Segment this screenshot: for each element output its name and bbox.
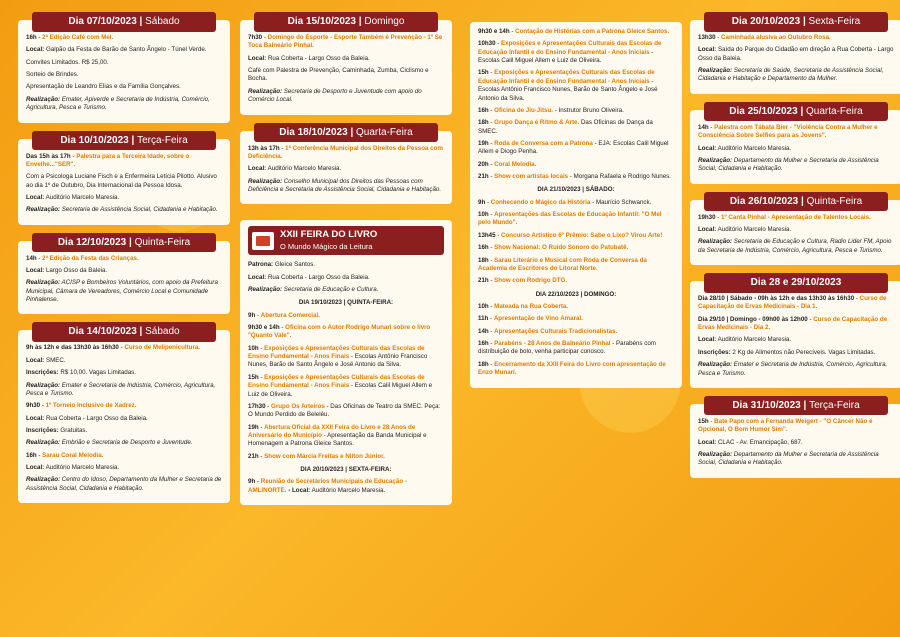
event-time: 13h30: [698, 34, 716, 41]
event: 13h30 - Caminhada alusiva ao Outubro Rosa.: [698, 34, 831, 41]
event-time: 16h: [478, 340, 489, 348]
column-4: [690, 16, 900, 494]
event-time: 17h30: [248, 402, 266, 410]
event-title: Caminhada alusiva ao Outubro Rosa.: [721, 34, 831, 41]
value: Rua Coberta - Largo Osso da Baleia.: [267, 273, 370, 281]
event-local: [26, 46, 222, 54]
label: Local:: [26, 414, 45, 422]
label: Inscrições:: [26, 426, 59, 434]
event-time: 15h: [698, 417, 709, 425]
value: Rua Coberta - Largo Osso da Baleia.: [45, 414, 148, 422]
value: Saída do Parque do Cidadão em direção a Rua Coberta - Largo Osso da Baleia.: [698, 46, 894, 62]
event-detail: Das Oficinas de Dança da SMEC.: [478, 119, 653, 135]
day-subheader: DIA 19/10/2023 | QUINTA-FEIRA:: [298, 299, 394, 307]
event-local: [26, 357, 222, 365]
event-title: 2ª Edição da Festa das Crianças.: [42, 254, 139, 262]
event: 21h - Show com Márcia Freitas e Nilton Júnior.: [248, 452, 385, 460]
value: Gratuitas.: [60, 426, 88, 434]
event-title: Abertura Comercial.: [260, 311, 320, 319]
value: Auditório Marcelo Maresia.: [267, 165, 342, 173]
value: Gleice Santos.: [274, 261, 316, 269]
event-local: [248, 165, 444, 173]
event-time: 18h: [478, 119, 489, 127]
day-date: Dia 14/10/2023: [68, 326, 137, 338]
event: 9h30 e 14h - Contação de Histórias com a Patrona Gleice Santos.: [478, 28, 670, 35]
label: Realização:: [26, 206, 61, 214]
event: 19h - Roda de Conversa com a Patrona - EJA: Escolas Calil Miguel Allem e Diogo Penha.: [478, 139, 669, 156]
event-title: Palestra para a Terceira Idade, sobre o Envelhe..."SER".: [26, 152, 190, 168]
event-time: 16h: [478, 244, 489, 252]
event-title: Exposições e Apresentações Culturais das Escolas de Educação Infantil e do Ensino Fundamental - Anos Iniciais: [478, 40, 662, 56]
day-header: Dia 10/10/2023 | Terça-Feira: [32, 131, 216, 151]
label: Local:: [248, 54, 267, 62]
day-header: Dia 18/10/2023 | Quarta-Feira: [254, 123, 438, 143]
value: ACISP e Bombeiros Voluntários, com apoio da Prefeitura Municipal, Câmara de Vereadores, Comércio Local e Comunidade Pinhalense.: [26, 279, 218, 304]
event-realization: [26, 206, 222, 214]
value: Conselho Municipal dos Direitos das Pessoas com Deficiência e Secretaria de Assistência Social, Cidadania e Habitação.: [248, 177, 442, 193]
event-title: Coral Melodia.: [494, 160, 537, 168]
event: 14h - Palestra com Tábata Bier - "Violência Contra a Mulher e Consciência Sobre Selfies para as Jovens".: [698, 123, 878, 140]
event: 16h - Parabéns - 28 Anos de Balneário Pinhal - Parabéns com distribuição de bolo, venha participar conosco.: [478, 340, 656, 356]
label: Realização:: [26, 439, 61, 447]
column-1: [18, 16, 230, 519]
event-title: Contação de Histórias com a Patrona Gleice Santos.: [515, 28, 670, 35]
day-card-14-10: [18, 326, 230, 503]
event-time: 9h: [478, 198, 486, 206]
event-note: Com a Psicologa Luciane Fisch e a Enfermeira Letícia Pilotto. Alusivo ao dia 1º de Outubro, Dia Internacional da Pessoa Idosa.: [26, 173, 217, 189]
book-fair-subtitle: O Mundo Mágico da Leitura: [280, 242, 373, 252]
event-realization: [698, 451, 894, 468]
event: 13h45 - Concurso Artístico 6º Prêmio: Sabe o Lixo? Virou Arte!: [478, 231, 663, 239]
event-realization: [698, 67, 894, 84]
value: Auditório Marcelo Maresia.: [717, 144, 792, 152]
event-time: 20h: [478, 160, 489, 168]
event-title: Grupo Dança é Ritmo & Arte.: [494, 119, 580, 127]
event: 10h - Exposições e Apresentações Culturais das Escolas de Ensino Fundamental - Anos Finais - Escolas Antônio Francisco Nunes, Barão de Santo Ângelo e José Antonio da Silva.: [248, 344, 428, 369]
event-time: 16h: [26, 451, 37, 459]
event-title: Abertura Oficial da XXII Feira do Livro e 28 Anos de Aniversário do Município: [248, 423, 416, 439]
day-header: Dia 26/10/2023 | Quinta-Feira: [704, 192, 888, 212]
day-card-15-10: [240, 16, 452, 115]
event-realization: [698, 157, 894, 174]
event-realization: [26, 439, 222, 447]
event-time: 9h às 12h e das 13h30 às 16h30: [26, 344, 119, 352]
event-time: 10h: [478, 211, 489, 219]
event-realization: [26, 382, 222, 399]
event-inscricoes: [26, 427, 222, 435]
event: 11h - Apresentação de Vino Amaral.: [478, 315, 583, 323]
label: Local:: [26, 464, 45, 472]
event: 18h - Encerramento da XXII Feira do Livro com apresentação de Enzo Munari.: [478, 360, 666, 377]
value: Secretaria de Educação e Cultura, Radio Lider FM, Apoio da Secretaria de Indústria, Comércio, Agricultura, Pesca e Turismo.: [698, 238, 892, 254]
event: 9h - Conhecendo o Mágico da História - Maurício Schwanck.: [478, 198, 652, 206]
label: Local:: [26, 356, 45, 364]
event-title: Conhecendo o Mágico da História: [490, 198, 591, 206]
label: Realização:: [698, 450, 733, 458]
book-fair-banner: [248, 226, 444, 255]
event: 20h - Coral Melodia.: [478, 160, 537, 168]
event-title: 1º Canta Pinhal - Apresentação de Talentos Locais.: [721, 213, 871, 221]
day-date: Dia 15/10/2023: [287, 16, 356, 27]
label: Local:: [26, 193, 45, 201]
day-card-18-10: [240, 126, 452, 205]
label: Local:: [248, 165, 267, 173]
event: 18h - Grupo Dança é Ritmo & Arte. Das Oficinas de Dança da SMEC.: [478, 119, 653, 135]
event-time: 19h: [248, 423, 259, 431]
event-detail: - Maurício Schwanck.: [592, 198, 652, 206]
event-time: 10h30: [478, 40, 496, 48]
event: 9h às 12h e das 13h30 às 16h30 - Curso de Melipenicultura.: [26, 344, 201, 352]
day-header: Dia 20/10/2023 | Sexta-Feira: [704, 12, 888, 32]
event-time: 10h: [478, 302, 489, 310]
label: Inscrições:: [26, 369, 59, 377]
event-local: [26, 194, 222, 202]
day-date: Dia 10/10/2023: [60, 134, 129, 146]
value: Largo Osso da Baleia.: [45, 267, 108, 275]
day-header: Dia 15/10/2023 | Domingo: [254, 12, 438, 32]
label: Local:: [248, 273, 267, 281]
event-detail: - Morgana Rafaela e Rodrigo Nunes.: [569, 173, 671, 181]
value: Embrião e Secretaria de Desporto e Juventude.: [61, 439, 193, 447]
day-card-31-10: [690, 399, 900, 478]
value: Auditório Marcelo Maresia.: [45, 193, 120, 201]
label: Realização:: [698, 361, 733, 369]
value: Secretaria de Educação e Cultura.: [283, 285, 379, 293]
column-3: [470, 22, 682, 404]
event: 16h - Sarau Coral Melodia.: [26, 451, 104, 459]
event: 9h30 e 14h - Oficina com o Autor Rodrigo Munari sobre o livro "Quanto Vale".: [248, 324, 431, 340]
label: Local:: [26, 46, 45, 54]
value: Galpão da Festa de Barão de Santo Ângelo - Túnel Verde.: [45, 46, 207, 54]
event-time: 19h30: [698, 213, 716, 221]
day-card-25-10: [690, 105, 900, 184]
event-inscricoes: [698, 349, 894, 357]
label: - Local:: [288, 486, 311, 494]
event-time: 15h: [478, 69, 489, 77]
event-time: 9h30: [26, 402, 41, 410]
book-fair-titles: [280, 229, 377, 252]
label: Realização:: [698, 156, 733, 164]
event-title: Domingo do Esporte - Esporte Também é Prevenção - 1º Se Toca Balneário Pinhal.: [248, 34, 443, 50]
event-detail: - Parabéns com distribuição de bolo, venha participar conosco.: [478, 340, 656, 356]
event-detail: - Escolas Calil Miguel Allem e Luiz de Oliveira.: [478, 48, 654, 65]
event-detail: - Das Oficinas de Teatro da SMEC. Peça: O Mundo Perdido de Beleléu.: [248, 402, 441, 419]
event-title: Sarau Literário e Musical com Roda de Conversa da Academia de Escritores do Litoral Norte.: [478, 256, 647, 272]
event-title: Parabéns - 28 Anos de Balneário Pinhal: [494, 340, 611, 348]
event-time: Dia 29/10 | Domingo - 09h00 às 12h00: [698, 315, 808, 323]
event-time: 14h: [698, 123, 709, 131]
label: Local:: [698, 438, 717, 446]
event: 16h - Show Nacional: O Ruído Sonoro do Patubatê.: [478, 244, 629, 252]
day-header: Dia 12/10/2023 | Quinta-Feira: [32, 233, 216, 253]
day-card-10-10: [18, 134, 230, 225]
day-weekday: Terça-Feira: [137, 134, 188, 146]
event: 19h30 - 1º Canta Pinhal - Apresentação de Talentos Locais.: [698, 213, 871, 221]
event-detail: - EJA: Escolas Calil Miguel Allem e Diogo Penha.: [478, 139, 669, 156]
day-date: Dia 26/10/2023: [729, 195, 799, 207]
event: 21h - Show com artistas locais - Morgana Rafaela e Rodrigo Nunes.: [478, 173, 671, 181]
label: Local:: [698, 225, 717, 233]
value: Emater e Secretaria de Indústria, Comércio, Agricultura, Pesca e Turismo.: [698, 361, 888, 377]
day-weekday: Quinta-Feira: [134, 236, 191, 248]
event-time: 9h: [248, 311, 256, 319]
event-title: Oficina de Jiu-Jitsu.: [494, 106, 553, 114]
day-header: [704, 273, 888, 293]
event-time: 11h: [478, 315, 489, 323]
event-time: 16h: [26, 34, 37, 41]
day-weekday: Terça-Feira: [809, 399, 860, 411]
event-title: Concurso Artístico 6º Prêmio: Sabe o Lixo? Virou Arte!: [501, 231, 663, 239]
event: 10h30 - Exposições e Apresentações Culturais das Escolas de Educação Infantil e do Ensino Fundamental - Anos Iniciais - Escolas Calil Miguel Allem e Luiz de Oliveira.: [478, 40, 662, 65]
label: Realização:: [698, 67, 733, 75]
event-title: Encerramento da XXII Feira do Livro com apresentação de Enzo Munari.: [478, 360, 666, 377]
event-detail: - Apresentação da Banda Municipal e Homenagem a Patrona Gleice Santos.: [248, 432, 427, 448]
event-realization: [26, 96, 222, 113]
event-time: 13h45: [478, 231, 496, 239]
label: Realização:: [248, 87, 283, 95]
event-title: 1ª Conferência Municipal dos Direitos da Pessoa com Deficiência.: [248, 144, 443, 160]
event-detail: - Escolas Antônio Francisco Nunes, Barão de Santo Ângelo e José Antonio da Silva.: [478, 77, 658, 102]
event-title: Roda de Conversa com a Patrona: [494, 139, 593, 147]
event-local: [698, 336, 894, 344]
event-realization: [248, 178, 444, 195]
label: Realização:: [698, 238, 733, 246]
event: 16h - Oficina de Jiu-Jitsu. - Instrutor Bruno Oliveira.: [478, 106, 624, 114]
event-time: 21h: [478, 277, 489, 285]
label: Local:: [698, 336, 717, 344]
event: Dia 28/10 | Sábado - 09h às 12h e das 13h30 às 16h30 - Curso de Capacitação de Ervas Medicinais - Dia 1.: [698, 295, 887, 311]
event-local: [698, 145, 894, 153]
day-weekday: Sábado: [145, 16, 180, 27]
event-title: Curso de Capacitação de Ervas Medicinais - Dia 1.: [698, 295, 887, 311]
event-realization: [698, 361, 894, 378]
event-time: 19h: [478, 139, 489, 147]
patrona: [248, 261, 444, 269]
day-weekday: Domingo: [364, 16, 405, 27]
event-local: [698, 226, 894, 234]
value: Emater, Apiverde e Secretaria de Indústria, Comércio, Agricultura, Pesca e Turismo.: [26, 95, 210, 112]
day-date: Dia 20/10/2023: [731, 16, 801, 27]
event-title: Apresentações Culturais Tradicionalistas.: [494, 327, 618, 335]
event-time: 9h: [248, 478, 256, 486]
value: Auditório Marcelo Maresia.: [717, 225, 792, 233]
event: 15h - Bate Papo com a Fernanda Weigert - "O Câncer Não é Opcional, O Bom Humor Sim".: [698, 417, 873, 434]
event-time: Das 15h às 17h: [26, 152, 71, 160]
event-time: 18h: [478, 360, 489, 368]
value: Rua Coberta - Largo Osso da Baleia.: [267, 54, 370, 62]
column-2: [240, 16, 452, 521]
label: Realização:: [26, 279, 61, 287]
event-title: Apresentação de Vino Amaral.: [493, 315, 583, 323]
day-header: Dia 31/10/2023 | Terça-Feira: [704, 396, 888, 416]
event: 15h - Exposições e Apresentações Culturais das Escolas de Ensino Fundamental - Anos Finais - Escolas Calil Miguel Allem e Luiz de Oliveira.: [248, 373, 433, 398]
day-card-12-10: [18, 236, 230, 315]
event-time: 13h às 17h: [248, 144, 280, 152]
event-title: Curso de Melipenicultura.: [124, 344, 201, 352]
event-local: [698, 439, 894, 447]
day-weekday: Quinta-Feira: [806, 195, 863, 207]
event-detail: - Escolas Antônio Francisco Nunes, Barão de Santo Ângelo e José Antonio da Silva.: [248, 353, 428, 369]
event: 10h - Mateada na Rua Coberta.: [478, 302, 569, 310]
book-fair-card: [240, 220, 452, 505]
event-time: 16h: [478, 106, 489, 114]
event: 17h30 - Grupo Os Arteiros - Das Oficinas de Teatro da SMEC. Peça: O Mundo Perdido de Beleléu.: [248, 402, 441, 419]
event-time: 14h: [478, 327, 489, 335]
event-detail: - Instrutor Bruno Oliveira.: [554, 106, 624, 114]
event-time: 14h: [26, 254, 37, 262]
event-time: 7h30: [248, 34, 263, 41]
value: Centro do Idoso, Departamento da Mulher e Secretaria de Assistência Social, Cidadania e Habitação.: [26, 476, 222, 492]
label: Local:: [698, 46, 717, 54]
day-header: Dia 07/10/2023 | Sábado: [32, 12, 216, 32]
day-header: Dia 14/10/2023 | Sábado: [32, 322, 216, 342]
event-inscricoes: [26, 369, 222, 377]
event-note: Convites Limitados. R$ 25,00.: [26, 58, 109, 66]
value: Emater e Secretaria de Indústria, Comércio, Agricultura, Pesca e Turismo.: [26, 381, 216, 397]
event-realization: [248, 88, 444, 105]
event-detail: - Escolas Calil Miguel Allem e Luiz de Oliveira.: [248, 382, 433, 398]
day-weekday: Sábado: [145, 326, 180, 338]
event: Dia 29/10 | Domingo - 09h00 às 12h00 - Curso de Capacitação de Ervas Medicinais - Dia 2.: [698, 315, 888, 332]
event-time: 9h30 e 14h: [248, 324, 280, 332]
label: Inscrições:: [698, 348, 731, 356]
day-subheader: DIA 21/10/2023 | SÁBADO:: [537, 186, 615, 194]
day-date: Dia 28 e 29/10/2023: [750, 277, 842, 289]
event: 14h - 2ª Edição da Festa das Crianças.: [26, 254, 139, 262]
day-card-28-29-10: [690, 277, 900, 388]
day-subheader: DIA 20/10/2023 | SEXTA-FEIRA:: [300, 466, 392, 474]
event-title: Exposições e Apresentações Culturais das Escolas de Educação Infantil e do Ensino Fundamental - Anos Iniciais: [478, 69, 655, 85]
event-title: 2ª Edição Café com Mel.: [42, 34, 114, 41]
event-title: Grupo Os Arteiros: [271, 402, 325, 410]
day-weekday: Quarta-Feira: [806, 105, 863, 117]
label: Local:: [26, 267, 45, 275]
event-title: Show Nacional: O Ruído Sonoro do Patubatê.: [494, 244, 629, 252]
label: Local:: [698, 144, 717, 152]
day-card-20-10: [690, 16, 900, 94]
value: Secretaria de Desporto e Juventude com apoio do Comércio Local.: [248, 87, 422, 104]
event-title: Show com Márcia Freitas e Nilton Júnior.: [264, 452, 385, 460]
label: Realização:: [248, 177, 283, 185]
event-realization: [248, 286, 444, 294]
event-realization: [26, 476, 222, 493]
value: SMEC.: [45, 356, 66, 364]
value: Auditório Marcelo Maresia.: [45, 464, 120, 472]
event: 9h30 - 1º Torneio Inclusivo de Xadrez.: [26, 402, 137, 410]
day-card-07-10: [18, 16, 230, 123]
event-title: Show com Rodrigo DTG.: [494, 277, 568, 285]
day-subheader: DIA 22/10/2023 | DOMINGO:: [535, 290, 617, 298]
label: Realização:: [248, 285, 283, 293]
event-title: Curso de Capacitação de Ervas Medicinais - Dia 2.: [698, 315, 888, 332]
day-date: Dia 12/10/2023: [57, 236, 127, 248]
event: 19h - Abertura Oficial da XXII Feira do Livro e 28 Anos de Aniversário do Município - Apresentação da Banda Municipal e Homenagem a Patrona Gleice Santos.: [248, 423, 427, 448]
day-date: Dia 25/10/2023: [729, 105, 798, 117]
event-local: [26, 415, 222, 423]
day-header: Dia 25/10/2023 | Quarta-Feira: [704, 102, 888, 122]
event: 18h - Sarau Literário e Musical com Roda de Conversa da Academia de Escritores do Litoral Norte.: [478, 256, 647, 272]
event-time: 10h: [248, 344, 259, 352]
event: 21h - Show com Rodrigo DTG.: [478, 277, 568, 285]
event-title: Sarau Coral Melodia.: [42, 451, 104, 459]
event: 7h30 - Domingo do Esporte - Esporte Também é Prevenção - 1º Se Toca Balneário Pinhal.: [248, 34, 443, 50]
value: Auditório Marcelo Maresia.: [717, 336, 792, 344]
event-title: Oficina com o Autor Rodrigo Munari sobre o livro "Quanto Vale".: [248, 324, 431, 340]
event-title: Bate Papo com a Fernanda Weigert - "O Câncer Não é Opcional, O Bom Humor Sim".: [698, 417, 873, 434]
value: Secretaria de Assistência Social, Cidadania e Habitação.: [61, 206, 218, 214]
event-title: Apresentações das Escolas de Educação Infantil: "O Mel pelo Mundo".: [478, 211, 662, 227]
event: 9h - Reunião de Secretários Municipais de Educação - AMLINORTE. - Local: Auditório Marcelo Maresia.: [248, 478, 407, 494]
label: Patrona:: [248, 261, 274, 269]
event: 15h - Exposições e Apresentações Culturais das Escolas de Educação Infantil e do Ensino Fundamental - Anos Iniciais - Escolas Antônio Francisco Nunes, Barão de Santo Ângelo e José Antonio da Silva.: [478, 69, 658, 102]
event-realization: [26, 279, 222, 304]
event-local: [26, 267, 222, 275]
event-realization: [698, 238, 894, 255]
event-local: [248, 55, 444, 63]
event: 16h - 2ª Edição Café com Mel.: [26, 34, 114, 41]
event-local: [26, 464, 222, 472]
label: Realização:: [26, 476, 61, 484]
value: Departamento da Mulher e Secretaria de Assistência Social, Cidadania e Habitação.: [698, 156, 879, 173]
day-date: Dia 31/10/2023: [732, 399, 801, 411]
event-time: 15h: [248, 373, 259, 381]
event-title: Exposições e Apresentações Culturais das Escolas de Ensino Fundamental - Anos Finais: [248, 344, 425, 361]
value: Departamento da Mulher e Secretaria de Assistência Social, Cidadania e Habitação.: [698, 450, 879, 467]
event-title: 1º Torneio Inclusivo de Xadrez.: [45, 402, 137, 410]
event-title: Palestra com Tábata Bier - "Violência Contra a Mulher e Consciência Sobre Selfies para as Jovens".: [698, 123, 878, 140]
event-time: 21h: [248, 452, 259, 460]
day-date: Dia 18/10/2023: [279, 126, 348, 138]
event-title: Reunião de Secretários Municipais de Educação - AMLINORTE.: [248, 478, 407, 494]
event-title: Show com artistas locais: [494, 173, 569, 181]
book-icon: [252, 232, 274, 250]
event-title: Mateada na Rua Coberta.: [494, 302, 569, 310]
label: Realização:: [26, 95, 61, 103]
event-local: [698, 46, 894, 63]
book-fair-title: XXII FEIRA DO LIVRO: [280, 229, 378, 241]
event-note: Café com Palestra de Prevenção, Caminhada, Zumba, Ciclismo e Bocha.: [248, 67, 429, 83]
value: CLAC - Av. Emancipação, 687.: [717, 438, 803, 446]
day-weekday: Sexta-Feira: [808, 16, 861, 27]
book-fair-continued-card: [470, 22, 682, 388]
day-weekday: Quarta-Feira: [356, 126, 413, 138]
label: Realização:: [26, 381, 61, 389]
day-date: Dia 07/10/2023: [68, 16, 137, 27]
event: 9h - Abertura Comercial.: [248, 311, 320, 319]
event-note: Apresentação de Leandro Elias e da Família Gonçalves.: [26, 83, 181, 91]
event: 13h às 17h - 1ª Conferência Municipal dos Direitos da Pessoa com Deficiência.: [248, 144, 443, 160]
event-detail: Auditório Marcelo Maresia.: [311, 486, 386, 494]
event-note: Sorteio de Brindes.: [26, 71, 79, 79]
day-card-26-10: [690, 195, 900, 265]
event: 14h - Apresentações Culturais Tradicionalistas.: [478, 327, 618, 335]
event-time: 21h: [478, 173, 489, 181]
value: R$ 10,00. Vagas Limitadas.: [60, 369, 136, 377]
event-title: Exposições e Apresentações Culturais das Escolas de Ensino Fundamental - Anos Finais: [248, 373, 425, 390]
event-time: 18h: [478, 256, 489, 264]
event-local: [248, 274, 444, 282]
value: 2 Kg de Alimentos não Perecíveis. Vagas Limitadas.: [732, 348, 876, 356]
event: Das 15h às 17h - Palestra para a Terceira Idade, sobre o Envelhe..."SER".: [26, 152, 190, 168]
event: 10h - Apresentações das Escolas de Educação Infantil: "O Mel pelo Mundo".: [478, 211, 662, 227]
event-time: Dia 28/10 | Sábado - 09h às 12h e das 13h30 às 16h30: [698, 295, 855, 303]
value: Secretaria de Saúde, Secretaria de Assistência Social, Cidadania e Habitação e Departamento da Mulher.: [698, 67, 884, 83]
event-time: 9h30 e 14h: [478, 28, 510, 35]
